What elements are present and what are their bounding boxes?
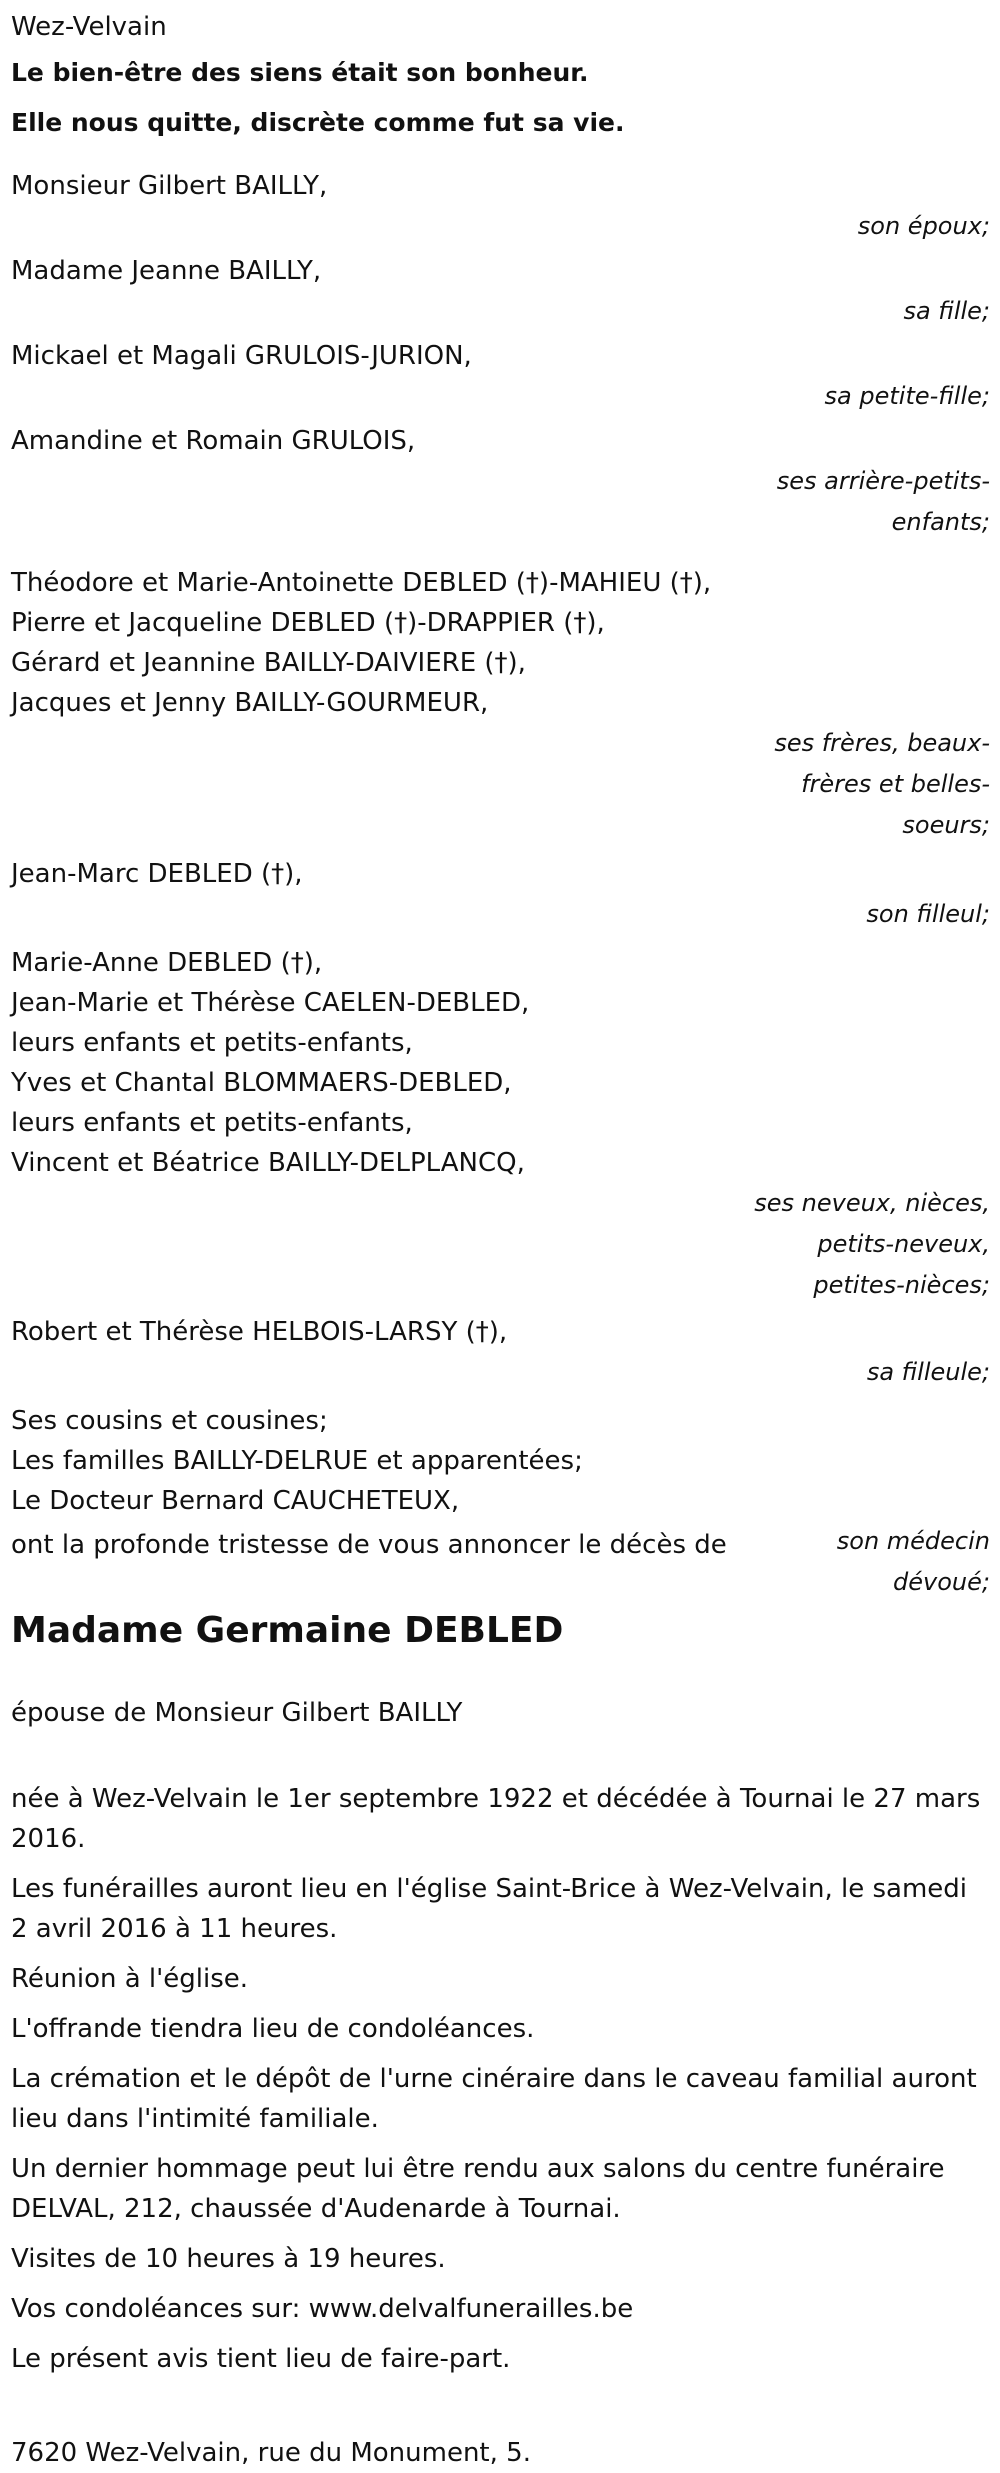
mourner-name: Monsieur Gilbert BAILLY, [11, 171, 328, 201]
mourner-name: leurs enfants et petits-enfants, [11, 1028, 413, 1058]
mourner-name: Les familles BAILLY-DELRUE et apparentées; [11, 1446, 583, 1476]
relation-label: ses arrière-petits- enfants; [776, 467, 990, 536]
mourner-name: Le Docteur Bernard CAUCHETEUX, [11, 1486, 460, 1516]
relation-label: ses neveux, nièces, petits-neveux, petites-nièces; [754, 1189, 990, 1299]
visiting-hours: Visites de 10 heures à 19 heures. [11, 2244, 446, 2274]
cremation-info: La crémation et le dépôt de l'urne cinéraire dans le caveau familial auront lieu dans l'intimité familiale. [11, 2064, 977, 2134]
relation-label: son filleul; [866, 900, 990, 928]
mourner-name: Vincent et Béatrice BAILLY-DELPLANCQ, [11, 1148, 525, 1178]
mourner-group-daughter [11, 251, 990, 332]
mourner-name: Amandine et Romain GRULOIS, [11, 426, 416, 456]
family-address: 7620 Wez-Velvain, rue du Monument, 5. [11, 2438, 531, 2468]
mourner-name: Pierre et Jacqueline DEBLED (†)-DRAPPIER (†), [11, 608, 605, 638]
mourner-group-spouse [11, 166, 990, 247]
mourner-name: Ses cousins et cousines; [11, 1406, 328, 1436]
details-block [11, 1779, 990, 2379]
mourner-name: Jean-Marc DEBLED (†), [11, 859, 303, 889]
birth-death-dates: née à Wez-Velvain le 1er septembre 1922 et décédée à Tournai le 27 mars 2016. [11, 1784, 981, 1854]
mourner-name: Jean-Marie et Thérèse CAELEN-DEBLED, [11, 988, 530, 1018]
mourner-name: Théodore et Marie-Antoinette DEBLED (†)-MAHIEU (†), [11, 568, 712, 598]
mourner-group-nephews [11, 943, 990, 1306]
mourner-name: Madame Jeanne BAILLY, [11, 256, 322, 286]
funeral-info: Les funérailles auront lieu en l'église Saint-Brice à Wez-Velvain, le samedi 2 avril 2016 à 11 heures. [11, 1874, 967, 1944]
place-name: Wez-Velvain [11, 12, 167, 42]
tribute-info: Un dernier hommage peut lui être rendu aux salons du centre funéraire DELVAL, 212, chaussée d'Audenarde à Tournai. [11, 2154, 945, 2224]
notice-info: Le présent avis tient lieu de faire-part. [11, 2344, 511, 2374]
condolences-link: Vos condoléances sur: www.delvalfunerailles.be [11, 2294, 634, 2324]
relation-label: ses frères, beaux- frères et belles- soeurs; [774, 729, 990, 839]
spouse-line: épouse de Monsieur Gilbert BAILLY [11, 1698, 463, 1728]
mourner-name: Marie-Anne DEBLED (†), [11, 948, 323, 978]
relation-label: son époux; [857, 212, 990, 240]
offering-info: L'offrande tiendra lieu de condoléances. [11, 2014, 535, 2044]
mourner-group-siblings [11, 563, 990, 846]
relation-label: sa fille; [903, 297, 990, 325]
mourner-group-goddaughter [11, 1312, 990, 1393]
mourner-group-great-grandchildren [11, 421, 990, 543]
mourner-name: Yves et Chantal BLOMMAERS-DEBLED, [11, 1068, 512, 1098]
mourner-name: leurs enfants et petits-enfants, [11, 1108, 413, 1138]
mourner-group-granddaughter [11, 336, 990, 417]
motto-line-2: Elle nous quitte, discrète comme fut sa vie. [11, 108, 625, 137]
announcement-text: ont la profonde tristesse de vous annoncer le décès de [11, 1530, 727, 1560]
deceased-name: Madame Germaine DEBLED [11, 1610, 564, 1651]
intro-block [11, 0, 990, 148]
meeting-info: Réunion à l'église. [11, 1964, 249, 1994]
relation-label: sa petite-fille; [824, 382, 990, 410]
mourner-group-godson [11, 854, 990, 935]
mourner-name: Robert et Thérèse HELBOIS-LARSY (†), [11, 1317, 508, 1347]
mourner-name: Mickael et Magali GRULOIS-JURION, [11, 341, 472, 371]
mourner-name: Jacques et Jenny BAILLY-GOURMEUR, [11, 688, 489, 718]
motto-line-1: Le bien-être des siens était son bonheur. [11, 58, 589, 87]
relation-label: son médecin dévoué; [836, 1527, 990, 1596]
mourner-name: Gérard et Jeannine BAILLY-DAIVIERE (†), [11, 648, 526, 678]
relation-label: sa filleule; [866, 1358, 990, 1386]
mourner-group-others [11, 1401, 990, 1603]
